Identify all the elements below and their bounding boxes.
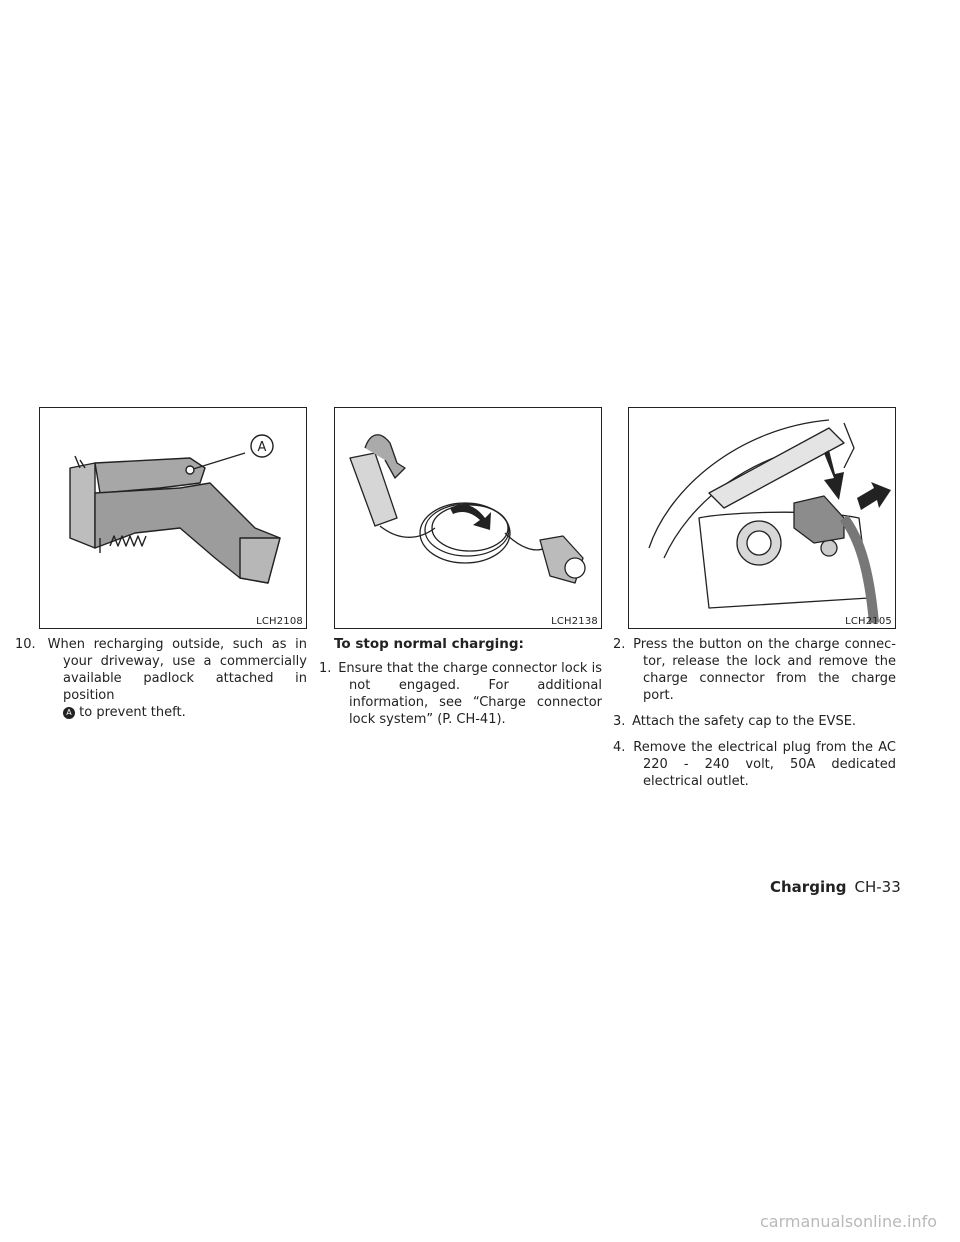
step-4: 4. Remove the electrical plug from the AC 220 - 240 volt, 50A dedicated electrical outlet. (613, 740, 896, 789)
column-2 (319, 636, 602, 737)
step-text: Ensure that the charge connector lock is not engaged. For additional information, see “Charge connector lock system” (P. CH-41). (338, 661, 602, 727)
connector-illustration (40, 408, 307, 629)
step-10: 10. When recharging outside, such as in your driveway, use a commercially available padlock attached in position A to prevent theft. (15, 637, 307, 720)
section-heading: To stop normal charging: (334, 636, 524, 652)
step-1: 1. Ensure that the charge connector lock is not engaged. For additional information, see “Charge connector lock system” (P. CH-41). (319, 661, 602, 727)
column-1 (15, 636, 307, 730)
step-text: When recharging outside, such as in your driveway, use a commercially available padlock attached in position (47, 637, 307, 703)
step-3: 3. Attach the safety cap to the EVSE. (613, 714, 857, 729)
step-2: 2. Press the button on the charge connec‐tor, release the lock and remove the charge connector from the charge port. (613, 637, 896, 703)
cable-illustration (335, 408, 602, 629)
figure-code: LCH2138 (551, 616, 598, 627)
charge-port-illustration (629, 408, 896, 629)
position-a-marker: A (63, 707, 75, 719)
rotation-arrow (450, 505, 491, 530)
figure-code: LCH2108 (256, 616, 303, 627)
figure-evse-cable (334, 407, 602, 629)
step-text: Remove the electrical plug from the AC 220 - 240 volt, 50A dedicated electrical outlet. (633, 740, 896, 789)
watermark: carmanualsonline.info (760, 1212, 938, 1231)
column-3 (613, 636, 896, 799)
pull-arrow (857, 482, 891, 510)
figure-code: LCH2105 (845, 616, 892, 627)
step-text: Attach the safety cap to the EVSE. (632, 714, 857, 729)
page-footer (770, 878, 901, 896)
page-number: CH-33 (854, 878, 901, 896)
push-arrow (824, 450, 844, 500)
figure-charge-port (628, 407, 896, 629)
section-name: Charging (770, 878, 847, 896)
figure-connector-padlock (39, 407, 307, 629)
step-text: Press the button on the charge connec‐tor, release the lock and remove the charge connector from the charge port. (633, 637, 896, 703)
step-text-end: to prevent theft. (79, 705, 186, 720)
callout-a-label: A (257, 440, 267, 455)
